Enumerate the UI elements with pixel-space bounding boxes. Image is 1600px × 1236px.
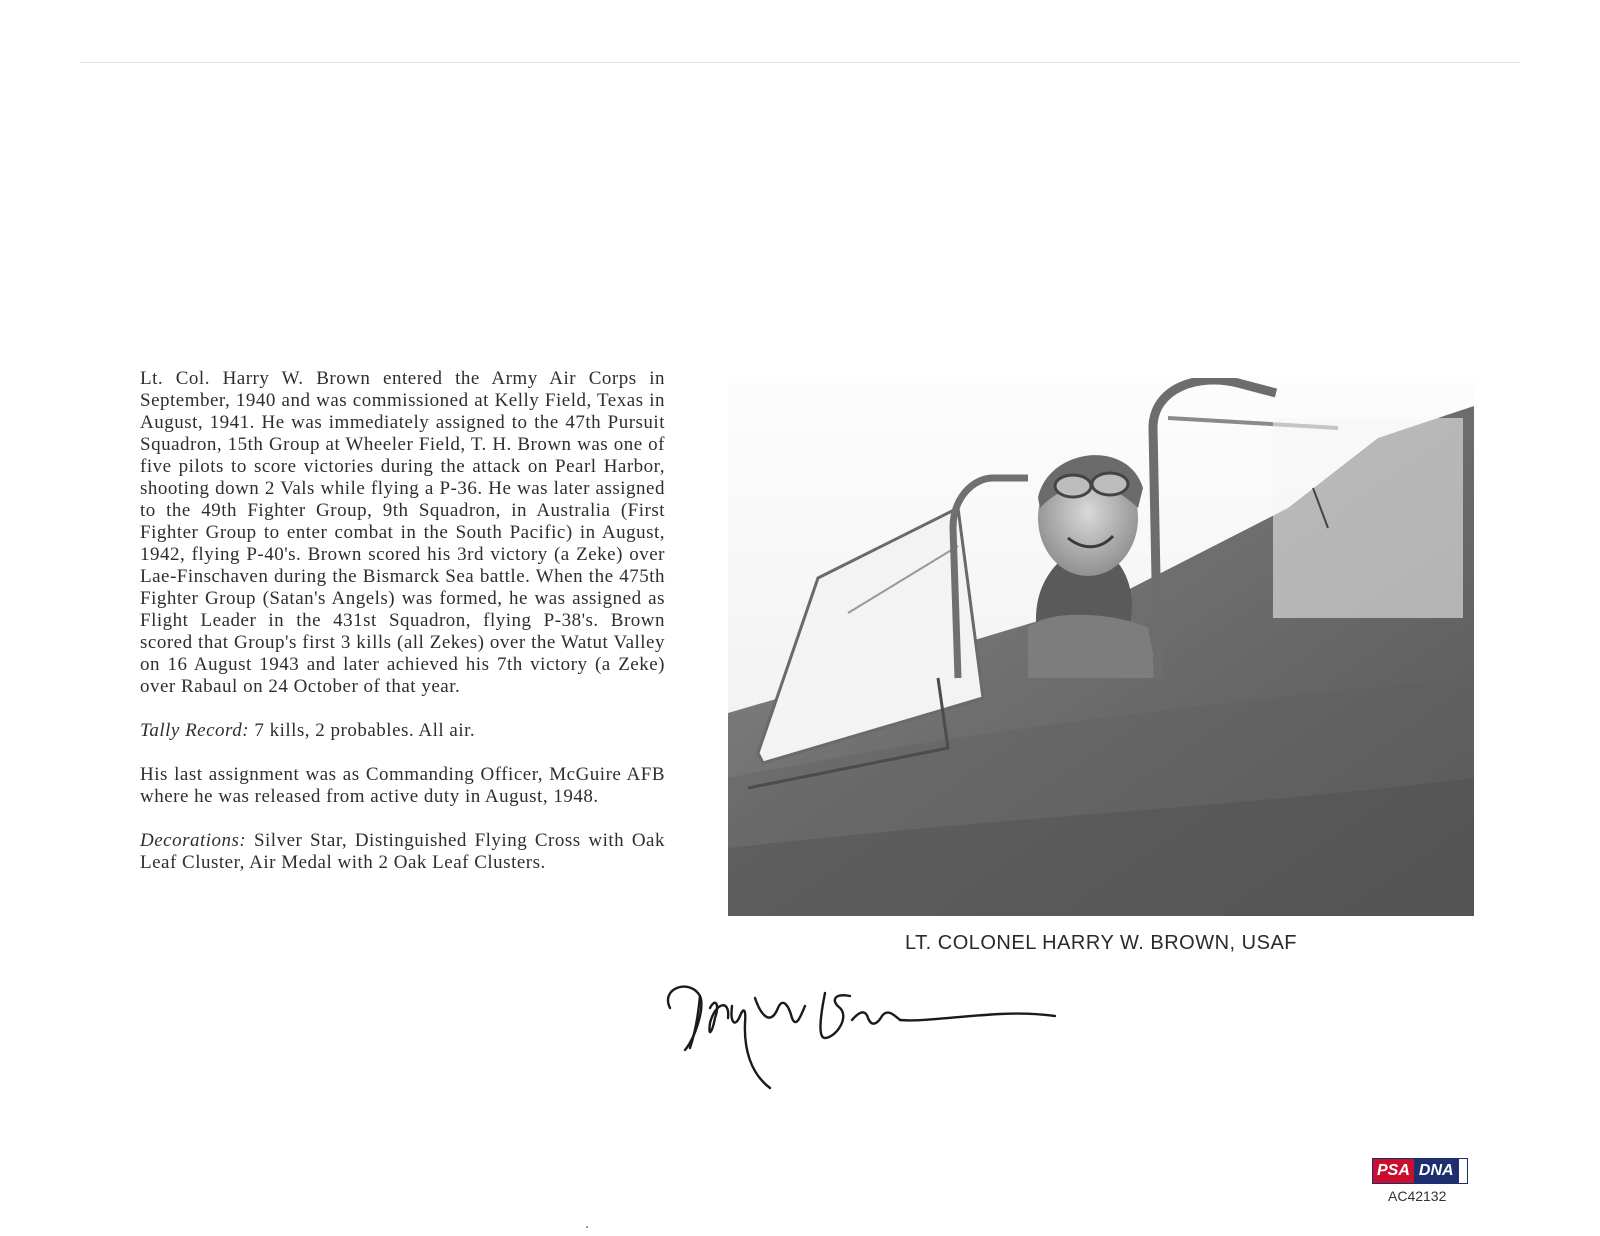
top-divider xyxy=(80,62,1520,63)
psa-dna-logo xyxy=(1372,1158,1468,1184)
tally-value: 7 kills, 2 probables. All air. xyxy=(249,720,476,741)
pilot-cockpit-photo xyxy=(728,378,1474,916)
bio-main-paragraph: Lt. Col. Harry W. Brown entered the Army Air Corps in September, 1940 and was commissioned at Kelly Field, Texas in August, 1941. He was immediately assigned to the 47th Pursuit Squadron, 15th Group at Wheeler Field, T. H. Brown was one of five pilots to score victories during the attack on Pearl Harbor, shooting down 2 Vals while flying a P-36. He was later assigned to the 49th Fighter Group, 9th Squadron, in Australia (First Fighter Group to enter combat in the South Pacific) in August, 1942, flying P-40's. Brown scored his 3rd victory (a Zeke) over Lae-Finschaven during the Bismarck Sea battle. When the 475th Fighter Group (Satan's Angels) was formed, he was assigned as Flight Leader in the 431st Squadron, flying P-38's. Brown scored that Group's first 3 kills (all Zekes) over the Watut Valley on 16 August 1943 and later achieved his 7th victory (a Zeke) over Rabaul on 24 October of that year. xyxy=(140,368,665,697)
certificate-number: AC42132 xyxy=(1388,1188,1447,1204)
photo-caption: LT. COLONEL HARRY W. BROWN, USAF xyxy=(905,932,1297,954)
biography-text xyxy=(140,368,665,896)
dna-logo-text: DNA xyxy=(1414,1159,1459,1183)
tally-record xyxy=(140,720,665,742)
psa-logo-text: PSA xyxy=(1373,1159,1414,1183)
bio-assignment-paragraph: His last assignment was as Commanding Officer, McGuire AFB where he was released from active duty in August, 1948. xyxy=(140,764,665,807)
tally-label: Tally Record: xyxy=(140,720,250,741)
handwritten-signature xyxy=(660,978,1060,1108)
decorations-label: Decorations: xyxy=(140,830,247,851)
paper-speck xyxy=(586,1226,588,1228)
decorations xyxy=(140,830,665,874)
decorations-value: Silver Star, Distinguished Flying Cross with Oak Leaf Cluster, Air Medal with 2 Oak Leaf Clusters. xyxy=(140,830,665,873)
